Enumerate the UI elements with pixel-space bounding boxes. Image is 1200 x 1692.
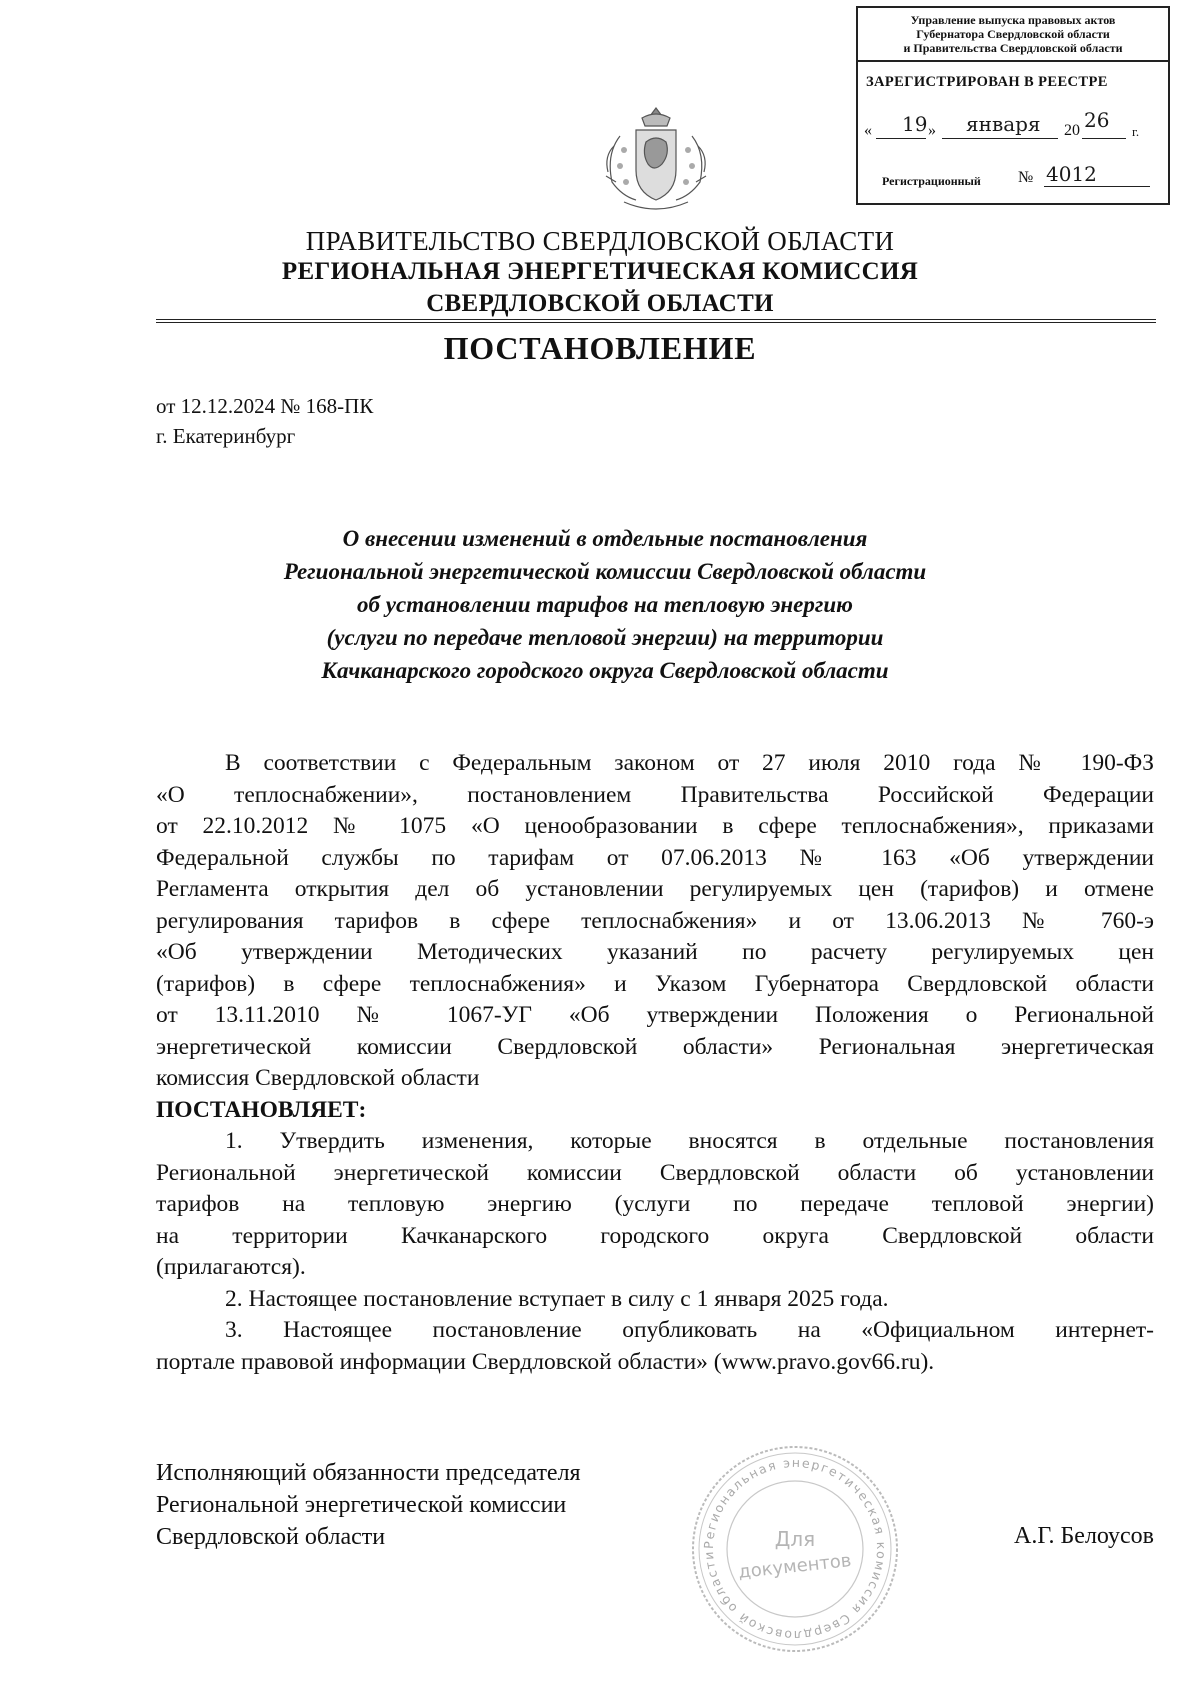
preamble-line: (тарифов) в сфере теплоснабжения» и Указом Губернатора Свердловской области <box>156 970 1154 997</box>
registry-day: 19 <box>902 112 928 136</box>
position-line: Свердловской области <box>156 1524 386 1550</box>
registry-number: 4012 <box>1046 162 1097 186</box>
registry-stamp-header <box>858 8 1168 62</box>
preamble <box>156 748 1154 1378</box>
position-line: Исполняющий обязанности председателя <box>156 1460 581 1486</box>
coat-of-arms-icon <box>584 106 728 212</box>
resolves-heading: ПОСТАНОВЛЯЕТ: <box>156 1096 367 1123</box>
preamble-line: регулирования тарифов в сфере теплоснабжения» и от 13.06.2013 № 760-э <box>156 907 1154 934</box>
preamble-line: от 22.10.2012 № 1075 «О ценообразовании в сфере теплоснабжения», приказами <box>156 813 1154 839</box>
preamble-line: «О теплоснабжении», постановлением Правительства Российской Федерации <box>156 781 1154 808</box>
document-city: г. Екатеринбург <box>156 424 296 448</box>
registry-head-line: Управление выпуска правовых актов <box>910 13 1116 27</box>
item-line: (прилагаются). <box>156 1254 306 1280</box>
commission-name-line1: РЕГИОНАЛЬНАЯ ЭНЕРГЕТИЧЕСКАЯ КОМИССИЯ <box>281 258 919 285</box>
month-underline <box>942 138 1058 139</box>
item-line: тарифов на тепловую энергию (услуги по передаче тепловой энергии) <box>156 1191 1154 1217</box>
preamble-line: Федеральной службы по тарифам от 07.06.2013 № 163 «Об утверждении <box>156 844 1154 871</box>
subject-line: О внесении изменений в отдельные постановления <box>342 526 868 551</box>
registry-title: ЗАРЕГИСТРИРОВАН В РЕЕСТРЕ <box>866 74 1108 90</box>
document-date-number: от 12.12.2024 № 168-ПК <box>156 394 374 418</box>
seal-center-line1: Для <box>774 1527 816 1551</box>
seal-ring-text: Региональная энергетическая комиссия Свердловской области <box>700 1454 890 1644</box>
year-underline <box>1082 138 1126 139</box>
registry-number-label: Регистрационный <box>882 174 981 188</box>
preamble-line: комиссия Свердловской области <box>156 1065 480 1091</box>
seal-icon <box>688 1442 902 1656</box>
header-divider <box>156 319 1156 320</box>
item-line: портале правовой информации Свердловской области» (www.pravo.gov66.ru). <box>156 1348 935 1375</box>
registry-year-unit: г. <box>1132 124 1140 139</box>
number-underline <box>1044 186 1150 187</box>
item-line: на территории Качканарского городского округа Свердловской области <box>156 1222 1154 1249</box>
item-line: 1. Утвердить изменения, которые вносятся в отдельные постановления <box>225 1128 1154 1154</box>
registry-head-line: и Правительства Свердловской области <box>903 41 1123 55</box>
registry-date <box>864 108 1164 148</box>
header-divider <box>156 322 1156 323</box>
registry-year-suffix: 26 <box>1084 108 1110 132</box>
day-underline <box>876 138 926 139</box>
item-line: Региональной энергетической комиссии Свердловской области об установлении <box>156 1159 1154 1186</box>
registry-year-prefix: 20 <box>1064 122 1080 139</box>
signatory-position <box>156 1457 581 1553</box>
subject-line: Качканарского городского округа Свердловской области <box>321 658 889 683</box>
item-line: 3. Настоящее постановление опубликовать на «Официальном интернет- <box>225 1317 1154 1343</box>
document-type: ПОСТАНОВЛЕНИЕ <box>443 330 757 366</box>
preamble-line: В соответствии с Федеральным законом от 27 июля 2010 года № 190-ФЗ <box>225 750 1154 776</box>
commission-name-line2: СВЕРДЛОВСКОЙ ОБЛАСТИ <box>426 290 774 317</box>
registry-stamp <box>856 6 1170 205</box>
preamble-line: «Об утверждении Методических указаний по расчету регулируемых цен <box>156 939 1154 965</box>
quote-close: » <box>928 122 936 139</box>
position-line: Региональной энергетической комиссии <box>156 1492 567 1518</box>
registry-month: января <box>966 112 1041 136</box>
seal-center-line2: документов <box>737 1550 853 1583</box>
preamble-line: Регламента открытия дел об установлении регулируемых цен (тарифов) и отмене <box>156 876 1154 902</box>
government-name: ПРАВИТЕЛЬСТВО СВЕРДЛОВСКОЙ ОБЛАСТИ <box>305 226 895 256</box>
registry-head-line: Губернатора Свердловской области <box>916 27 1110 41</box>
signatory-name: А.Г. Белоусов <box>1014 1523 1154 1549</box>
preamble-line: от 13.11.2010 № 1067-УГ «Об утверждении Положения о Региональной <box>156 1002 1154 1028</box>
subject-line: об установлении тарифов на тепловую энергию <box>357 592 853 617</box>
document-subject <box>0 522 1200 687</box>
registry-number-sign: № <box>1018 169 1034 186</box>
subject-line: (услуги по передаче тепловой энергии) на территории <box>326 625 884 650</box>
quote-open: « <box>864 122 872 139</box>
item-line: 2. Настоящее постановление вступает в силу с 1 января 2025 года. <box>225 1285 889 1312</box>
subject-line: Региональной энергетической комиссии Свердловской области <box>283 559 927 584</box>
preamble-line: энергетической комиссии Свердловской области» Региональная энергетическая <box>156 1033 1154 1060</box>
